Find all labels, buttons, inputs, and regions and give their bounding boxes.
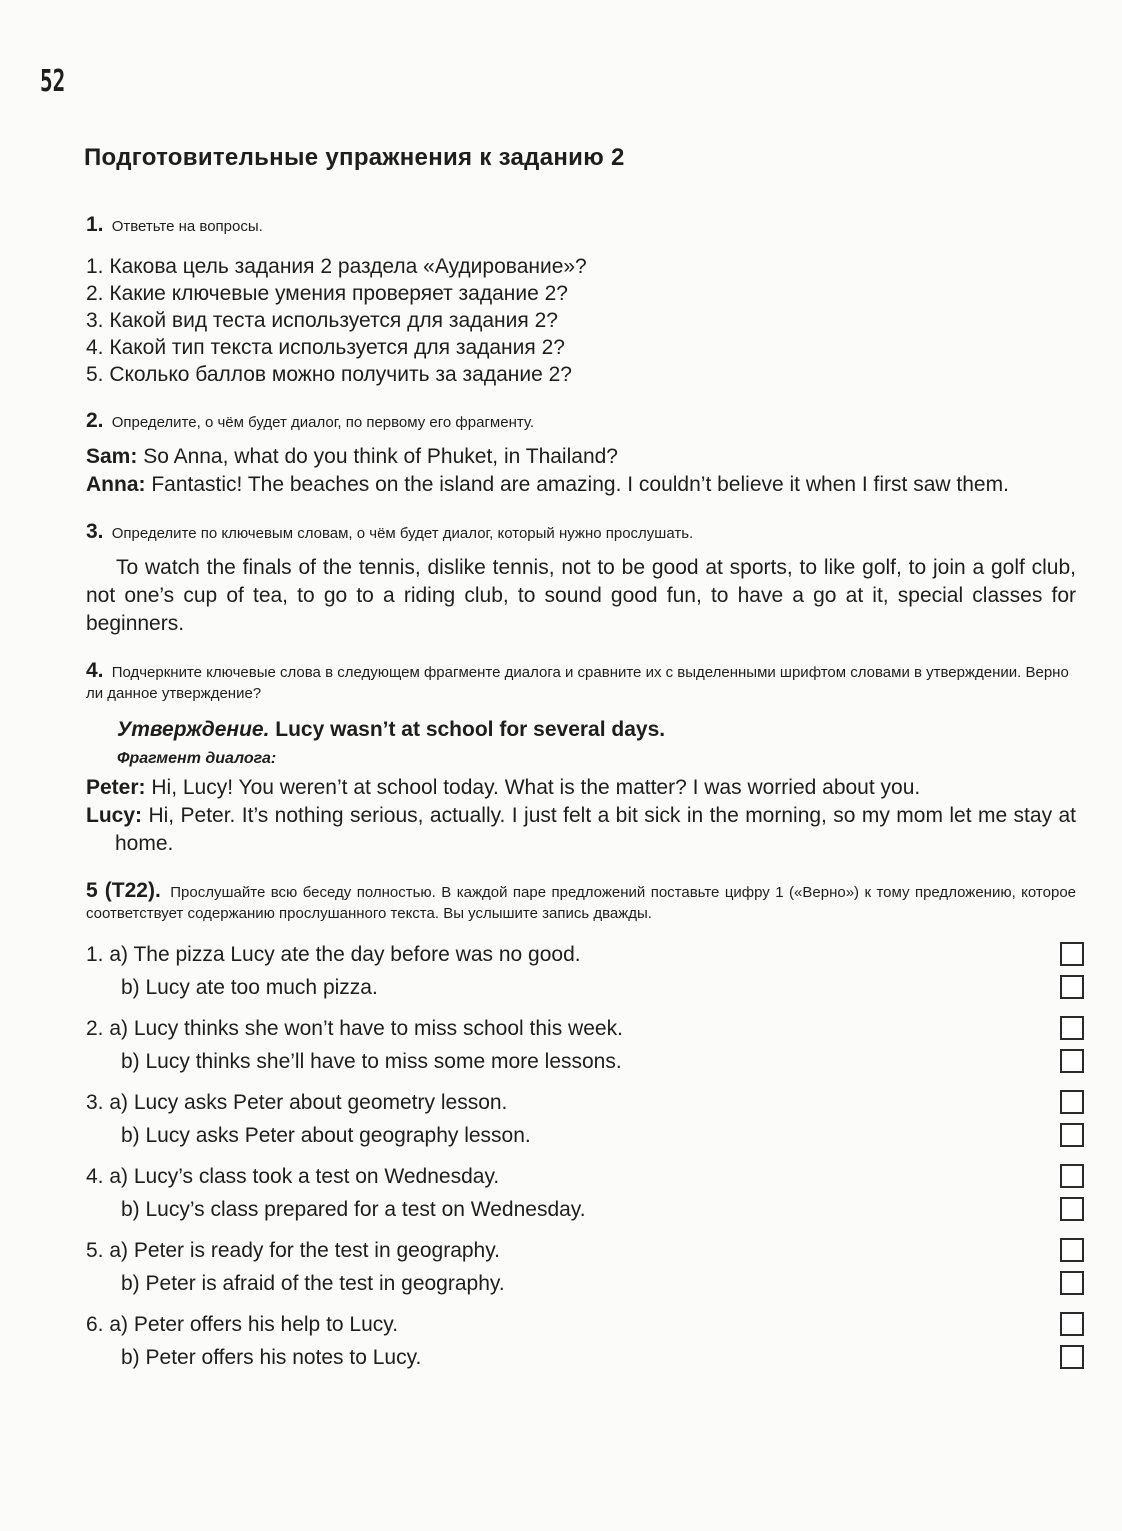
keywords-text: To watch the finals of the tennis, dislike tennis, not to be good at sports, to like golf, to join a golf club, not one’s cup of tea, to go to a riding club, to sound good fun, to have a go at it, special classes for beginners. bbox=[86, 556, 1076, 635]
answer-box-a[interactable] bbox=[1060, 1312, 1084, 1336]
statement-pairs bbox=[86, 938, 1076, 1374]
answer-box-b[interactable] bbox=[1060, 1197, 1084, 1221]
option-b: b) Lucy’s class prepared for a test on Wednesday. bbox=[121, 1198, 586, 1221]
fragment-label: Фрагмент диалога: bbox=[117, 750, 277, 767]
answer-box-a[interactable] bbox=[1060, 942, 1084, 966]
task-number: 1. bbox=[86, 213, 104, 236]
question-item: 3. Какой вид теста используется для задания 2? bbox=[86, 309, 558, 332]
option-a: 3. a) Lucy asks Peter about geometry lesson. bbox=[86, 1091, 508, 1114]
statement-pair bbox=[86, 1234, 1076, 1300]
question-item: 1. Какова цель задания 2 раздела «Аудирование»? bbox=[86, 255, 587, 278]
dialog-text: Fantastic! The beaches on the island are amazing. I couldn’t believe it when I first saw them. bbox=[151, 473, 1009, 496]
dialog bbox=[86, 774, 1076, 858]
question-list bbox=[86, 253, 1076, 388]
question-item: 5. Сколько баллов можно получить за задание 2? bbox=[86, 363, 572, 386]
option-a: 1. a) The pizza Lucy ate the day before was no good. bbox=[86, 943, 581, 966]
answer-box-b[interactable] bbox=[1060, 1345, 1084, 1369]
option-b: b) Peter offers his notes to Lucy. bbox=[121, 1346, 422, 1369]
speaker: Anna: bbox=[86, 473, 146, 496]
statement-pair bbox=[86, 938, 1076, 1004]
dialog-line bbox=[86, 774, 1076, 802]
statement-pair bbox=[86, 1308, 1076, 1374]
task-number: 2. bbox=[86, 409, 104, 432]
question-item: 4. Какой тип текста используется для задания 2? bbox=[86, 336, 565, 359]
task-number: 5 (T22). bbox=[86, 879, 161, 902]
task-instruction: Прослушайте всю беседу полностью. В каждой паре предложений поставьте цифру 1 («Верно») к тому предложению, которое соответствует содержанию прослушанного текста. Вы услышите запись дважды. bbox=[86, 884, 1077, 922]
statement-pair bbox=[86, 1012, 1076, 1078]
statement-pair bbox=[86, 1086, 1076, 1152]
dialog-line bbox=[86, 443, 1076, 471]
option-a: 6. a) Peter offers his help to Lucy. bbox=[86, 1313, 399, 1336]
option-a: 5. a) Peter is ready for the test in geography. bbox=[86, 1239, 501, 1262]
task-instruction: Определите по ключевым словам, о чём будет диалог, который нужно прослушать. bbox=[111, 525, 694, 542]
answer-box-b[interactable] bbox=[1060, 1123, 1084, 1147]
speaker: Sam: bbox=[86, 445, 138, 468]
question-item: 2. Какие ключевые умения проверяет задание 2? bbox=[86, 282, 568, 305]
page-title: Подготовительные упражнения к заданию 2 bbox=[84, 144, 625, 171]
dialog-text: Hi, Lucy! You weren’t at school today. What is the matter? I was worried about you. bbox=[151, 776, 921, 799]
dialog-line bbox=[86, 802, 1076, 858]
answer-box-b[interactable] bbox=[1060, 975, 1084, 999]
page-number: 52 bbox=[40, 64, 66, 99]
task-instruction: Подчеркните ключевые слова в следующем фрагменте диалога и сравните их с выделенными шрифтом словами в утверждении. Верно ли данное утверждение? bbox=[86, 664, 1069, 702]
exercises bbox=[86, 214, 1076, 1382]
statement-label: Утверждение. bbox=[117, 718, 270, 741]
answer-box-b[interactable] bbox=[1060, 1271, 1084, 1295]
option-b: b) Lucy asks Peter about geography lesson. bbox=[121, 1124, 531, 1147]
dialog bbox=[86, 443, 1076, 499]
option-b: b) Lucy thinks she’ll have to miss some more lessons. bbox=[121, 1050, 622, 1073]
dialog-text: So Anna, what do you think of Phuket, in Thailand? bbox=[143, 445, 618, 468]
statement-text: Lucy wasn’t at school for several days. bbox=[275, 718, 666, 741]
task-number: 4. bbox=[86, 659, 104, 682]
option-b: b) Peter is afraid of the test in geography. bbox=[121, 1272, 505, 1295]
option-a: 4. a) Lucy’s class took a test on Wednesday. bbox=[86, 1165, 500, 1188]
task-1 bbox=[86, 214, 1076, 388]
task-instruction: Определите, о чём будет диалог, по первому его фрагменту. bbox=[111, 414, 535, 431]
speaker: Lucy: bbox=[86, 804, 143, 827]
answer-box-a[interactable] bbox=[1060, 1016, 1084, 1040]
task-2 bbox=[86, 410, 1076, 499]
task-5 bbox=[86, 880, 1076, 1374]
task-3 bbox=[86, 521, 1076, 638]
statement bbox=[117, 718, 1076, 742]
answer-box-b[interactable] bbox=[1060, 1049, 1084, 1073]
answer-box-a[interactable] bbox=[1060, 1238, 1084, 1262]
answer-box-a[interactable] bbox=[1060, 1090, 1084, 1114]
answer-box-a[interactable] bbox=[1060, 1164, 1084, 1188]
option-a: 2. a) Lucy thinks she won’t have to miss school this week. bbox=[86, 1017, 623, 1040]
task-instruction: Ответьте на вопросы. bbox=[111, 218, 263, 235]
dialog-text: Hi, Peter. It’s nothing serious, actually. I just felt a bit sick in the morning, so my mom let me stay at home. bbox=[115, 804, 1076, 855]
speaker: Peter: bbox=[86, 776, 146, 799]
option-b: b) Lucy ate too much pizza. bbox=[121, 976, 378, 999]
dialog-line bbox=[86, 471, 1076, 499]
task-4 bbox=[86, 660, 1076, 858]
statement-pair bbox=[86, 1160, 1076, 1226]
task-number: 3. bbox=[86, 520, 104, 543]
